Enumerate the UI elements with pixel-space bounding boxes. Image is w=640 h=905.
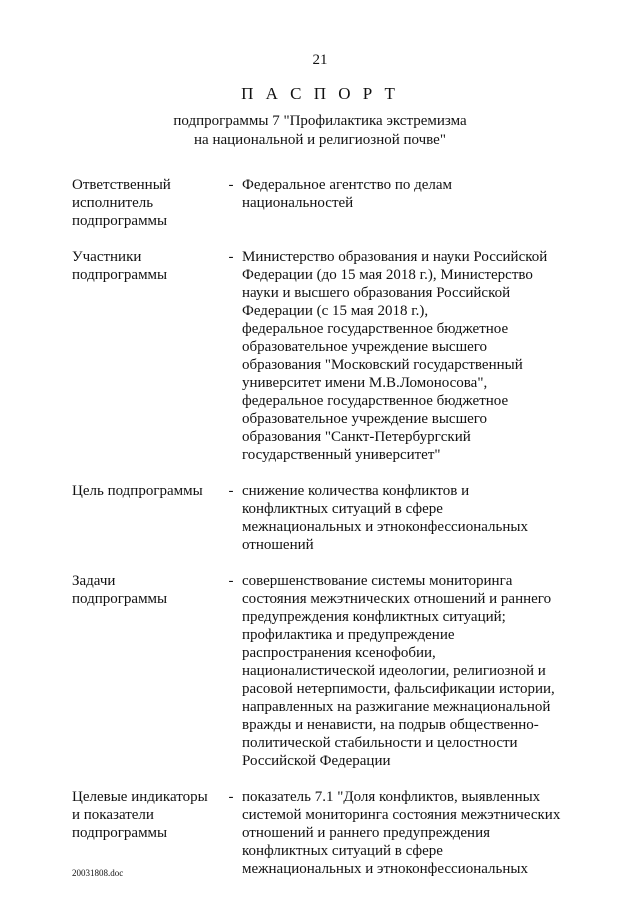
passport-row-responsible [72, 176, 572, 230]
footer-file-name: 20031808.doc [72, 868, 124, 878]
row-value: показатель 7.1 "Доля конфликтов, выявленных системой мониторинга состояния межэтнических отношений и раннего предупреждения конфликтных ситуаций в сфере межнациональных и этноконфессиональных [242, 789, 561, 877]
passport-table [72, 176, 572, 878]
row-value: снижение количества конфликтов и конфликтных ситуаций в сфере межнациональных и этноконфессиональных отношений [242, 483, 528, 553]
page-number: 21 [312, 52, 328, 68]
row-label: Ответственный исполнитель подпрограммы [72, 177, 171, 229]
row-dash: - [228, 249, 234, 265]
row-label: Участники подпрограммы [72, 249, 168, 283]
subtitle-line-1: подпрограммы 7 "Профилактика экстремизма [173, 113, 467, 129]
row-value: совершенствование системы мониторинга состояния межэтнических отношений и раннего предупреждения конфликтных ситуаций; профилактика и предупреждение распространения ксенофобии, националистической идеологии, религиозной и расовой нетерпимости, фальсификации истории, направленных на разжигание межнациональной вражды и ненависти, на подрыв общественно- политической стабильности и целостности Российской Федерации [242, 573, 555, 769]
row-dash: - [228, 573, 234, 589]
row-dash: - [228, 177, 234, 193]
row-value: Министерство образования и науки Российской Федерации (до 15 мая 2018 г.), Министерство науки и высшего образования Российской Федерации (с 15 мая 2018 г.), федеральное государственное бюджетное образовательное учреждение высшего образования "Московский государственный университет имени М.В.Ломоносова", федеральное государственное бюджетное образовательное учреждение высшего образования "Санкт-Петербургский государственный университет" [242, 249, 548, 463]
passport-row-indicators [72, 788, 572, 878]
passport-row-participants [72, 248, 572, 464]
subtitle-line-2: на национальной и религиозной почве" [194, 132, 446, 148]
document-subtitle [0, 112, 640, 150]
row-label: Цель подпрограммы [72, 483, 203, 499]
passport-row-tasks [72, 572, 572, 770]
row-dash: - [228, 483, 234, 499]
row-label: Целевые индикаторы и показатели подпрограммы [72, 789, 208, 841]
row-label: Задачи подпрограммы [72, 573, 168, 607]
document-title: П А С П О Р Т [241, 84, 399, 103]
passport-row-goal [72, 482, 572, 554]
row-dash: - [228, 789, 234, 805]
row-value: Федеральное агентство по делам национальностей [242, 177, 453, 211]
